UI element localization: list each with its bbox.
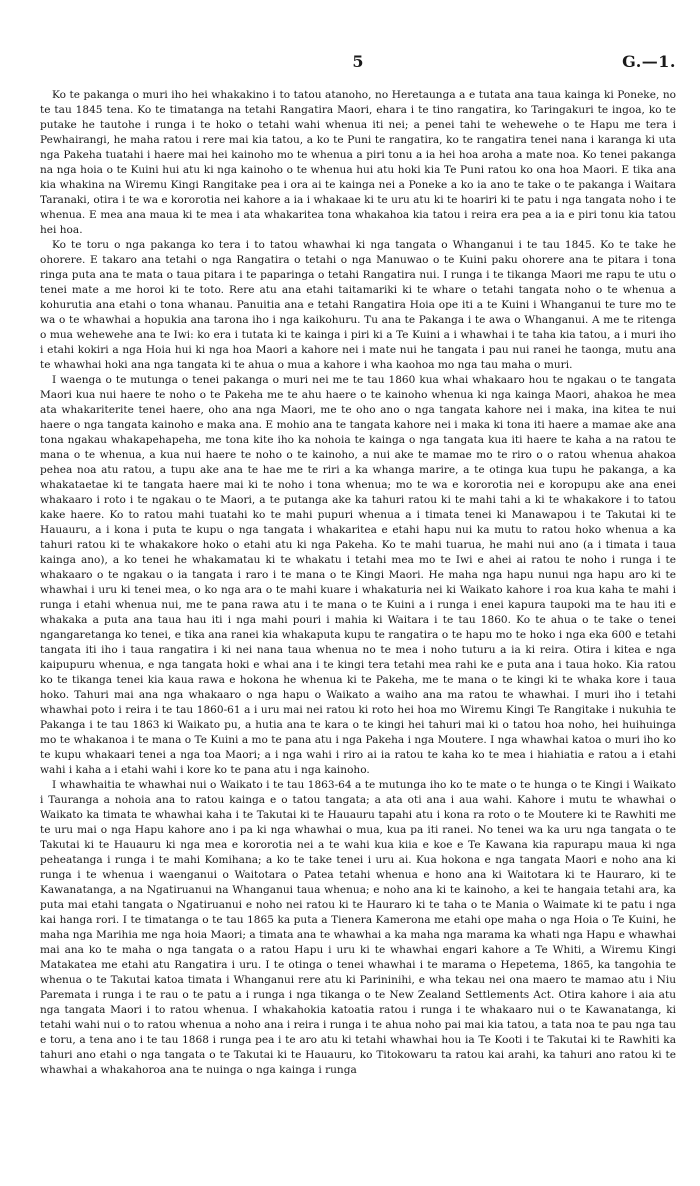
page-number: 5 (352, 52, 364, 71)
page-header (40, 52, 676, 78)
document-reference: G.—1. (622, 52, 676, 71)
paragraph: Ko te pakanga o muri iho hei whakakino i to tatou atanoho, no Heretaunga a e tutata ana taua kainga ki Poneke, no te tau 1845 tena. Ko te timatanga na tetahi Rangatira Maori, ehara i te tino rangatira, ko Taringakuri te ingoa, ko te putake he tautohe i runga i te hoko o tetahi wahi whenua iti nei; a penei tahi te wehewehe o te Hapu me tera i Pewhairangi, he maha ratou i rere mai kia tatou, a ko te Puni te rangatira, ko te rangatira tenei nana i karanga ki uta nga Pakeha tuatahi i haere mai hei kainoho mo te whenua a piri tonu a ia hei hoa aroha a mate noa. Ko tenei pakanga na nga hoia o te Kuini hui atu ki nga kainoho o te whenua hui atu hoki kia Te Puni ratou ko ona hoa Maori. E tika ana kia whakina na Wiremu Kingi Rangitake pea i ora ai te kainga nei a Poneke a ko ia ano te take o te pakanga i Waitara Taranaki, otira i te wa e kororotia nei kahore a ia i whakaae ki te uru atu ki te hoariri ki te patu i nga tangata noho i te whenua. E mea ana maua ki te mea i ata whakaritea tona whakahoa kia tatou i reira era pea a ia e piri tonu kia tatou hei hoa. (40, 89, 676, 236)
body-text (40, 88, 676, 1078)
paragraph: Ko te toru o nga pakanga ko tera i to tatou whawhai ki nga tangata o Whanganui i te tau 1845. Ko te take he ohorere. E takaro ana tetahi o nga Rangatira o tetahi o nga Manuwao o te Kuini paku ohorere ana te pitara i tona ringa puta ana te mata o taua pitara i te paparinga o tetahi Rangatira nui. I runga i te tikanga Maori me rapu te utu o tenei mate a me horoi ki te toto. Rere atu ana etahi taitamariki ki te whare o tetahi tangata noho o te whenua a kohurutia ana etahi o tona whanau. Panuitia ana e tetahi Rangatira Hoia ope iti a te Kuini i Whanganui te ture mo te wa o te whawhai a hopukia ana tarona iho i nga kaikohuru. Tu ana te Pakanga i te awa o Whanganui. A me te ritenga o mua wehewehe ana te Iwi: ko era i tutata ki te kainga i piri ki a Te Kuini a i whawhai i te taha kia tatou, a i muri iho i etahi kokiri a nga Hoia hui ki nga hoa Maori a kahore nei i mate nui he tangata i pau nui ranei he taonga, mutu ana te whawhai hoki ana nga tangata ki te ahua o mua a kahore i wha kaohoa mo nga tau maha o muri. (40, 239, 676, 371)
paragraph: I whawhaitia te whawhai nui o Waikato i te tau 1863-64 a te mutunga iho ko te mate o te hunga o te Kingi i Waikato i Tauranga a nohoia ana to ratou kainga e o tatou tangata; a ata oti ana i aua wahi. Kahore i mutu te whawhai o Waikato ka timata te whawhai kaha i te Takutai ki te Hauauru tapahi atu i kona ra roto o te Moutere ki te Rawhiti me te uru mai o nga Hapu kahore ano i pa ki nga whawhai o mua, kua pa iti ranei. No tenei wa ka uru nga tangata o te Takutai ki te Hauauru ki nga mea e kororotia nei a te wahi kua kiia e koe e Te Kawana kia rapurapu maua ki nga peheatanga i runga i te mahi Komihana; a ko te take tenei i uru ai. Kua hokona e nga tangata Maori e noho ana ki runga i te whenua i waenganui o Waitotara o Patea tetahi whenua e hono ana ki Waitotara ki te Hauraro, ki te Kawanatanga, a na Ngatiruanui na Whanganui taua whenua; e noho ana ki te kainoho, a kei te hangaia tetahi ara, ka puta mai etahi tangata o Ngatiruanui e noho nei ratou ki te Hauraro ki te taha o te Mania o Waimate ki te patu i nga kai hanga rori. I te timatanga o te tau 1865 ka puta a Tienera Kamerona me etahi ope maha o nga Hoia o Te Kuini, he maha nga Marihia me nga hoia Maori; a timata ana te whawhai a ka maha nga marama ka whati nga Hapu e whawhai mai ana ko te maha o nga tangata o a ratou Hapu i uru ki te whawhai engari kahore a Te Whiti, a Wiremu Kingi Matakatea me etahi atu Rangatira i uru. I te otinga o tenei whawhai i te marama o Hepetema, 1865, ka tangohia te whenua o te Takutai katoa timata i Whanganui rere atu ki Parininihi, e wha tekau nei ona maero te mamao atu i Niu Paremata i runga i te rau o te patu a i runga i nga tikanga o te New Zealand Settlements Act. Otira kahore i aia atu nga tangata Maori i to ratou whenua. I whakahokia katoatia ratou i runga i te whakaaro nui o te Kawanatanga, ki tetahi wahi nui o to ratou whenua a noho ana i reira i runga i te ahua noho pai mai kia tatou, a tata noa te pau nga tau e toru, a tena ano i te tau 1868 i runga pea i te aro atu ki tetahi whawhai hou ia Te Kooti i te Takutai ki te Rawhiti ka tahuri ano etahi o nga tangata o te Takutai ki te Hauauru, ko Titokowaru ta ratou kai arahi, ka tahuri ano ratou ki te whawhai a whakahoroa ana te nuinga o nga kainga i runga (40, 779, 676, 1076)
paragraph: I waenga o te mutunga o tenei pakanga o muri nei me te tau 1860 kua whai whakaaro hou te ngakau o te tangata Maori kua nui haere te noho o te Pakeha me te ahu haere o te kainoho whenua ki nga kainga Maori, ahakoa he mea ata whakariterite tenei haere, oho ana nga Maori, me te oho ano o nga tangata kahore nei i maka, ina kitea te nui haere o nga tangata kainoho e maka ana. E mohio ana te tangata kahore nei i maka ki tona iti haere a mamae ake ana tona ngakau whakapehapeha, me tona kite iho ka nohoia te kainga o nga tangata kua iti haere te kaha a na ratou te mana o te whenua, a kua nui haere te noho o te kainoho, a nui ake te mamae mo te riro o o ratou whenua ahakoa pehea noa atu ratou, a tupu ake ana te hae me te riri a ka whanga marire, a te otinga kua tupu he pakanga, a ka whakataetae ki te tangata haere mai ki te noho i tona whenua; mo te wa e kororotia nei e koropupu ake ana enei whakaaro i roto i te ngakau o te Maori, a te putanga ake ka tahuri ratou ki te mahi tahi a ki te whakakore i to tatou kake haere. Ko to ratou mahi tuatahi ko te mahi pupuri whenua a i timata tenei ki Manawapou i te Takutai ki te Hauauru, a i kona i puta te kupu o nga tangata i whakaritea e etahi hapu nui ka mutu to ratou hoko whenua a ka tahuri ratou ki te whakakore hoko o etahi atu ki nga Pakeha. Ko te mahi tuarua, he mahi nui ano (a i timata i taua kainga ano), a ko tenei he whakamatau ki te whakatu i tetahi mea mo te Iwi e ahei ai ratou te noho i runga i te whakaaro o te ngakau o ia tangata i raro i te mana o te Kingi Maori. He maha nga hapu nunui nga hapu aro ki te whawhai i uru ki tenei mea, o ko nga ara o te mahi kuare i whakaturia nei ki Waikato kahore i roa kua kaha te mahi i runga i etahi whenua nui, me te pana rawa atu i te mana o te Kuini a i runga i enei kapura taupoki ma te hau iti e whakaka a puta ana taua hau iti i nga mahi pouri i mahia ki Waitara i te tau 1860. Ko te ahua o te take o tenei ngangaretanga ko tenei, e tika ana ranei kia whakaputa kupu te rangatira o te hapu mo te hoko i nga eka 600 e tetahi tangata iti iho i taua rangatira i ki nei nana taua whenua no te mea i noho tuturu a ia ki reira. Otira i kitea e nga kaipupuru whenua, e nga tangata hoki e whai ana i te kingi tera tetahi mea rahi ke e puta ana i taua hoko. Kia ratou ko te tikanga tenei kia kaua rawa e hokona he whenua ki te Pakeha, me te mana o te kingi ki te whaka kore i taua hoko. Tahuri mai ana nga whakaaro o nga hapu o Waikato a waiho ana ma ratou te whawhai. I muri iho i tetahi whawhai poto i reira i te tau 1860-61 a i uru mai nei ratou ki roto hei hoa mo Wiremu Kingi Te Rangitake i nukuhia te Pakanga i te tau 1863 ki Waikato pu, a hutia ana te kara o te kingi hei tahuri mai ki o tatou hoa noho, hei huihuinga mo te whakanoa i te mana o Te Kuini a mo te pana atu i nga Pakeha i nga Moutere. I nga whawhai katoa o muri iho ko te kupu whakaari tenei a nga toa Maori; a i nga wahi i riro ai ia ratou te kaha ko te mea i hiahiatia e ratou a i etahi wahi i kaha a i etahi wahi i kore ko te pana atu i nga kainoho. (40, 374, 676, 776)
